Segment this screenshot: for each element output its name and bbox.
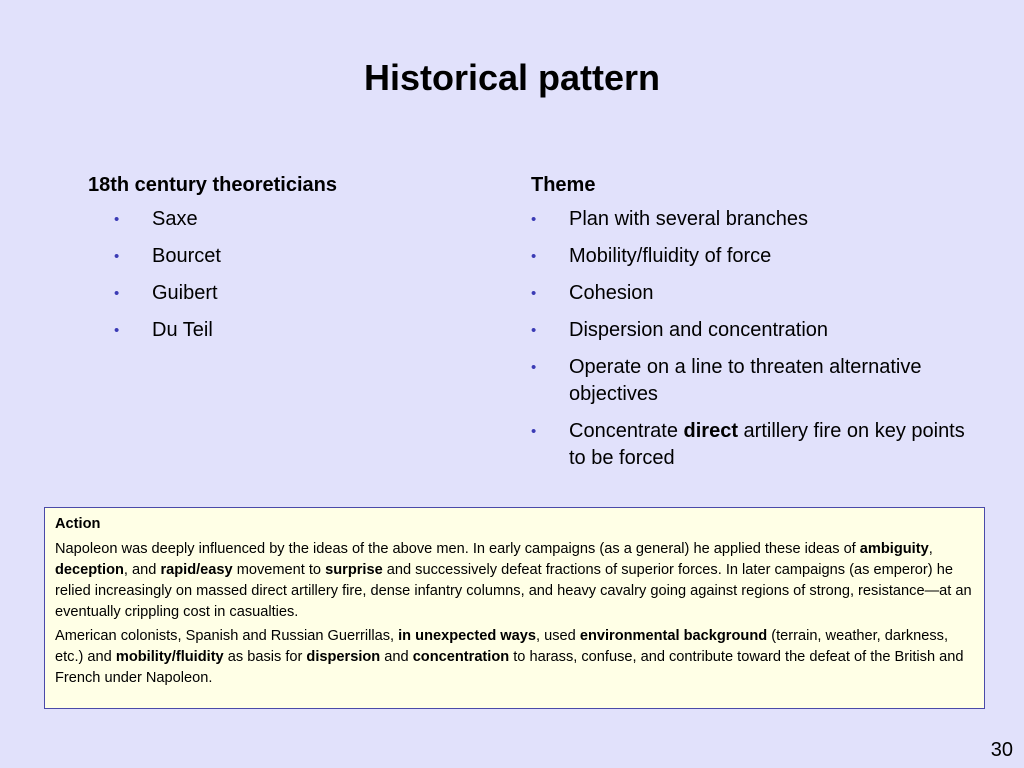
emphasis: surprise	[325, 562, 383, 578]
list-item	[88, 317, 488, 344]
bullet-icon: •	[114, 211, 120, 228]
page-number: 30	[990, 739, 1013, 761]
theme-column	[531, 172, 971, 482]
list-item-text: Operate on a line to threaten alternative objectives	[569, 356, 922, 405]
text-run: Napoleon was deeply influenced by the ideas of the above men. In early campaigns (as a general) he applied these ideas of	[55, 541, 860, 557]
emphasis: environmental background	[579, 628, 768, 644]
text-run: as basis for	[223, 649, 307, 665]
list-item-text: Plan with several branches	[569, 208, 809, 230]
list-item	[88, 206, 488, 233]
text-run: (terrain, weather, darkness, etc.) and	[55, 628, 949, 665]
list-item	[531, 243, 971, 270]
emphasis: mobility/fluidity	[115, 649, 224, 665]
text-run: movement to	[232, 562, 326, 578]
list-item-text: Bourcet	[152, 245, 221, 267]
bullet-icon: •	[531, 211, 537, 228]
bullet-icon: •	[531, 248, 537, 265]
bullet-icon: •	[114, 285, 120, 302]
text-run: and	[380, 649, 413, 665]
bullet-icon: •	[114, 322, 120, 339]
action-paragraph-guerrillas	[55, 626, 975, 689]
emphasis: ambiguity	[859, 541, 929, 557]
action-box	[44, 507, 985, 709]
list-item	[531, 354, 971, 408]
emphasis: dispersion	[306, 649, 381, 665]
emphasis: deception	[55, 562, 124, 578]
bullet-icon: •	[114, 248, 120, 265]
emphasis: concentration	[412, 649, 510, 665]
bullet-icon: •	[531, 322, 537, 339]
bullet-icon: •	[531, 285, 537, 302]
theoreticians-column	[88, 172, 488, 354]
text-run: , used	[536, 628, 580, 644]
slide-title: Historical pattern	[363, 57, 661, 98]
bullet-icon: •	[531, 423, 537, 440]
theoreticians-list	[88, 206, 488, 344]
theme-list	[531, 206, 971, 472]
text-run: American colonists, Spanish and Russian Guerrillas,	[55, 628, 399, 644]
theoreticians-heading: 18th century theoreticians	[88, 174, 337, 196]
text-run: and successively defeat fractions of superior forces. In later campaigns (as emperor) he relied increasingly on massed direct artillery fire, dense infantry columns, and heavy cavalry going against regions of strong, resistance—at an eventually crippling cost in casualties.	[55, 562, 972, 620]
bullet-icon: •	[531, 359, 537, 376]
list-item	[531, 206, 971, 233]
list-item-text: Guibert	[152, 282, 218, 304]
list-item-text: Mobility/fluidity of force	[569, 245, 772, 267]
text-run: Concentrate	[569, 420, 684, 442]
emphasis: in unexpected ways	[398, 628, 537, 644]
list-item-text: Du Teil	[152, 319, 213, 341]
list-item	[531, 418, 971, 472]
action-title: Action	[55, 516, 101, 532]
list-item-text: Dispersion and concentration	[569, 319, 829, 341]
list-item-text: Saxe	[152, 208, 198, 230]
text-run: , and	[123, 562, 161, 578]
action-paragraph-napoleon	[55, 539, 975, 623]
list-item-text: Cohesion	[569, 282, 654, 304]
theme-heading: Theme	[531, 174, 596, 196]
text-run: ,	[928, 541, 933, 557]
list-item	[88, 280, 488, 307]
text-run: artillery fire on key points to be forced	[569, 420, 965, 469]
emphasis: rapid/easy	[160, 562, 233, 578]
list-item-text	[569, 420, 965, 469]
text-run: to harass, confuse, and contribute toward the defeat of the British and French under Napoleon.	[55, 649, 964, 686]
list-item	[531, 280, 971, 307]
list-item	[531, 317, 971, 344]
emphasis-direct: direct	[683, 420, 738, 442]
list-item	[88, 243, 488, 270]
